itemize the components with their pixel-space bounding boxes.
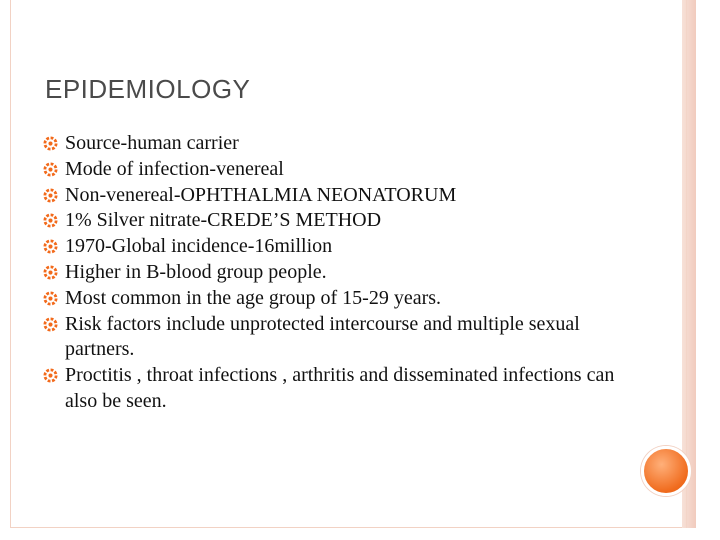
bullet-text: 1970-Global incidence-16million — [65, 235, 333, 258]
gear-bullet-icon — [43, 317, 58, 332]
bullet-item — [43, 286, 643, 312]
gear-bullet-icon — [43, 368, 58, 383]
bullet-item — [43, 183, 643, 209]
gear-bullet-icon — [43, 136, 58, 151]
gear-bullet-icon — [43, 188, 58, 203]
bullet-text: Higher in B-blood group people. — [65, 260, 327, 283]
bullet-item — [43, 208, 643, 234]
bullet-text: Source-human carrier — [65, 132, 239, 154]
orange-orb-decoration — [641, 446, 691, 496]
gear-bullet-icon — [43, 265, 58, 280]
gear-bullet-icon — [43, 213, 58, 228]
bullet-item — [43, 131, 643, 157]
bullet-item — [43, 157, 643, 183]
bullet-text: Non-venereal-OPHTHALMIA NEONATORUM — [65, 183, 457, 206]
bullet-item — [43, 234, 643, 260]
gear-bullet-icon — [43, 239, 58, 254]
bullet-item — [43, 363, 643, 415]
slide-title: EPIDEMIOLOGY — [45, 74, 251, 104]
gear-bullet-icon — [43, 162, 58, 177]
bullet-text: Proctitis , throat infections , arthritis and disseminated infections can also be seen. — [65, 364, 615, 412]
bullet-item — [43, 260, 643, 286]
bullet-text: Mode of infection-venereal — [65, 157, 284, 180]
bullet-text: Risk factors include unprotected intercourse and multiple sexual partners. — [65, 312, 580, 361]
bullet-item — [43, 312, 643, 364]
bullet-list — [43, 131, 643, 415]
bullet-text: 1% Silver nitrate-CREDE’S METHOD — [65, 209, 382, 232]
gear-bullet-icon — [43, 291, 58, 306]
bullet-text: Most common in the age group of 15-29 years. — [65, 286, 442, 309]
right-decorative-border — [682, 0, 696, 528]
